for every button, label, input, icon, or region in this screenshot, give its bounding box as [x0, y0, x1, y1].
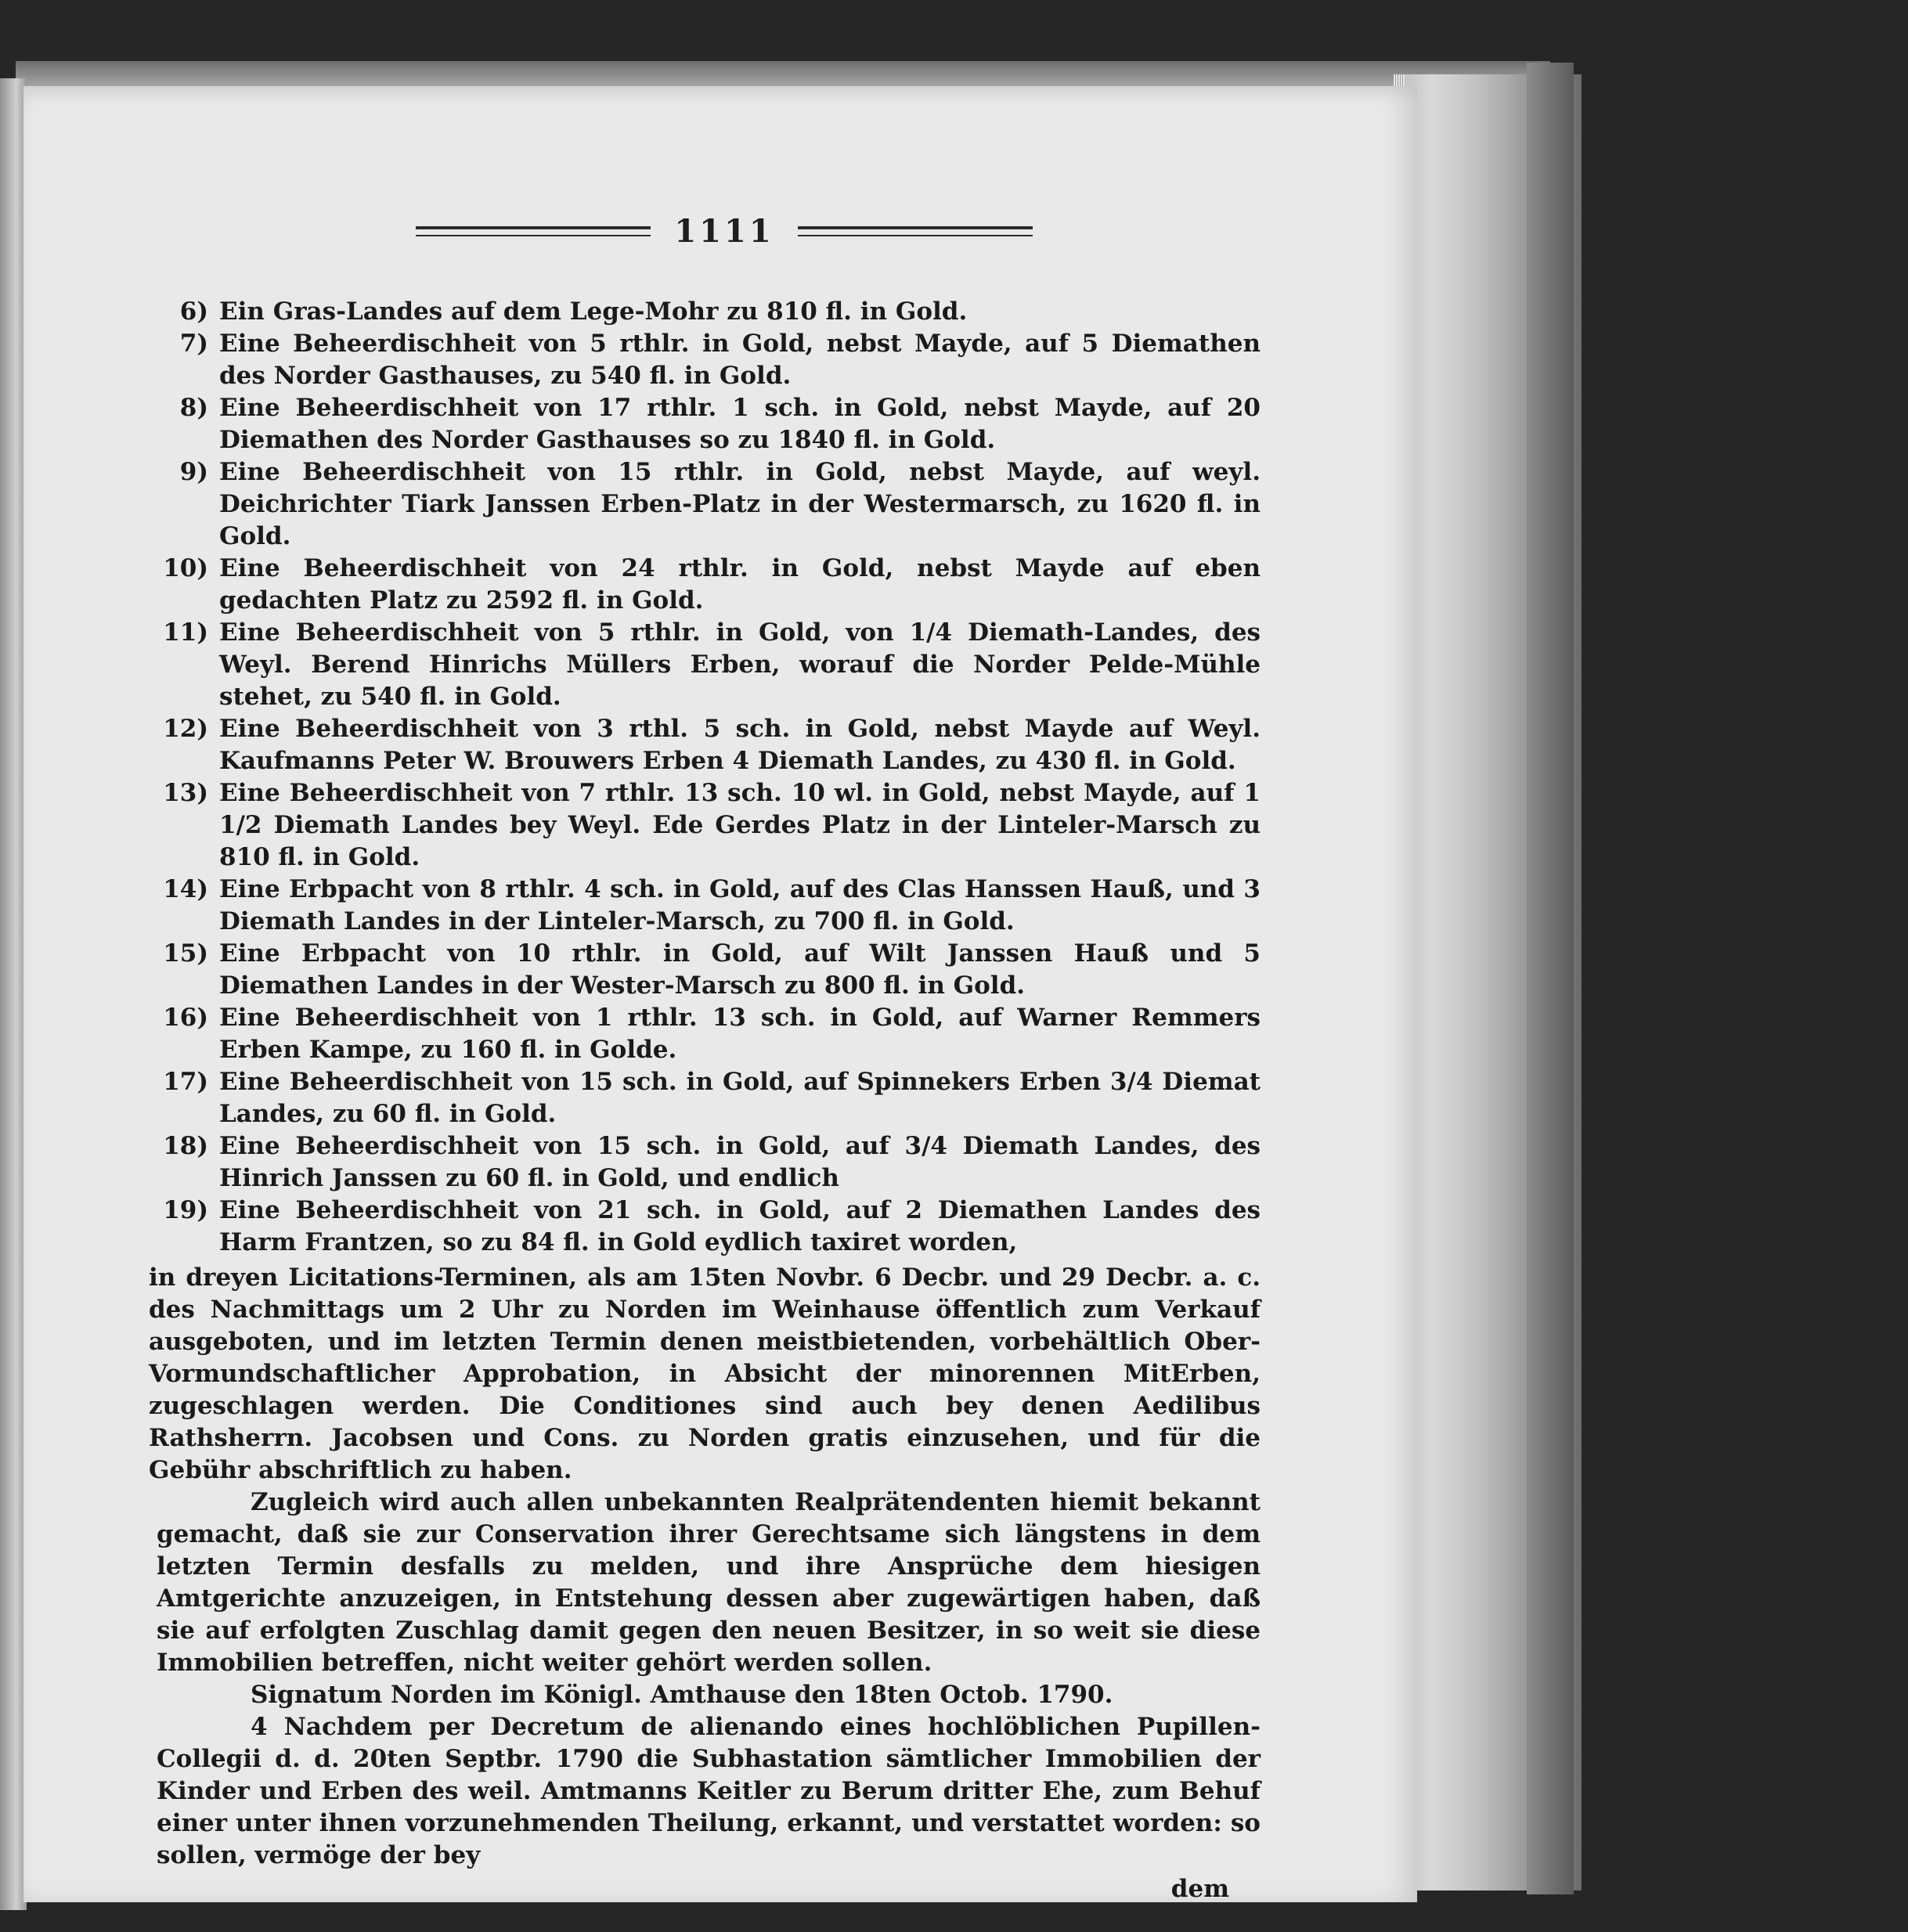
list-item: [157, 328, 1261, 392]
item-text: Eine Beheerdischheit von 15 sch. in Gold, auf Spinnekers Erben 3/4 Diemat Landes, zu 60 fl. in Gold.: [219, 1068, 1261, 1128]
list-item: [157, 874, 1261, 938]
item-text: Eine Beheerdischheit von 5 rthlr. in Gold, nebst Mayde, auf 5 Diemathen des Norder Gasthauses, zu 540 fl. in Gold.: [219, 330, 1261, 390]
item-text: Eine Beheerdischheit von 15 rthlr. in Gold, nebst Mayde, auf weyl. Deichrichter Tiark Janssen Erben-Platz in der Westermarsch, zu 1620 fl. in Gold.: [219, 458, 1261, 550]
item-number: 13): [163, 779, 208, 807]
list-item: [157, 617, 1261, 713]
list-item: [157, 296, 1261, 328]
list-item: [157, 1002, 1261, 1066]
item-text: Eine Erbpacht von 10 rthlr. in Gold, auf Wilt Janssen Hauß und 5 Diemathen Landes in der Wester-Marsch zu 800 fl. in Gold.: [219, 939, 1261, 1000]
item-number: 6): [179, 297, 208, 326]
left-page-edge: [0, 78, 27, 1910]
item-text: Eine Beheerdischheit von 3 rthl. 5 sch. in Gold, nebst Mayde auf Weyl. Kaufmanns Peter W. Brouwers Erben 4 Diemath Landes, zu 430 fl. in Gold.: [219, 715, 1261, 775]
item-number: 11): [163, 618, 208, 647]
book-cover-right-edge: [1527, 63, 1574, 1894]
item-text: Eine Beheerdischheit von 24 rthlr. in Gold, nebst Mayde auf eben gedachten Platz zu 2592 fl. in Gold.: [219, 554, 1261, 615]
page-number: 1111: [674, 212, 774, 250]
item-list: [157, 296, 1261, 1259]
list-item: [157, 392, 1261, 456]
item-number: 12): [163, 715, 208, 743]
list-item: [157, 1066, 1261, 1130]
item-number: 14): [163, 875, 208, 903]
item-text: Eine Beheerdischheit von 17 rthlr. 1 sch. in Gold, nebst Mayde, auf 20 Diemathen des Norder Gasthauses so zu 1840 fl. in Gold.: [219, 394, 1261, 454]
item-text: Eine Beheerdischheit von 1 rthlr. 13 sch. in Gold, auf Warner Remmers Erben Kampe, zu 160 fl. in Golde.: [219, 1004, 1261, 1064]
page-body: [149, 296, 1261, 1905]
item-text: Eine Beheerdischheit von 7 rthlr. 13 sch. 10 wl. in Gold, nebst Mayde, auf 1 1/2 Diemath Landes bey Weyl. Ede Gerdes Platz in der Linteler-Marsch zu 810 fl. in Gold.: [219, 779, 1261, 871]
item-number: 7): [179, 330, 208, 358]
paragraph-4: 4 Nachdem per Decretum de alienando eines hochlöblichen Pupillen-Collegii d. d. 20ten Septbr. 1790 die Subhastation sämtlicher Immobilien der Kinder und Erben des weil. Amtmanns Keitler zu Berum dritter Ehe, zum Behuf einer unter ihnen vorzunehmenden Theilung, erkannt, und verstattet worden: so sollen, vermöge der bey: [157, 1713, 1261, 1869]
item-number: 18): [163, 1132, 208, 1160]
item-number: 9): [179, 458, 208, 486]
page-header: [411, 212, 1037, 250]
paragraph-notice: Zugleich wird auch allen unbekannten Realprätendenten hiemit bekannt gemacht, daß sie zur Conservation ihrer Gerechtsame sich längstens in dem letzten Termin desfalls zu melden, und ihre Ansprüche dem hiesigen Amtgerichte anzuzeigen, in Entstehung dessen aber zugewärtigen haben, daß sie auf erfolgten Zuschlag damit gegen den neuen Besitzer, in so weit sie diese Immobilien betreffen, nicht weiter gehört werden sollen.: [157, 1488, 1261, 1677]
list-item: [157, 1130, 1261, 1195]
list-item: [157, 456, 1261, 553]
list-item: [157, 938, 1261, 1002]
item-number: 16): [163, 1004, 208, 1032]
item-text: Eine Beheerdischheit von 15 sch. in Gold, auf 3/4 Diemath Landes, des Hinrich Janssen zu 60 fl. in Gold, und endlich: [219, 1132, 1261, 1192]
book-page: [23, 86, 1417, 1902]
paragraph-auction: in dreyen Licitations-Terminen, als am 15ten Novbr. 6 Decbr. und 29 Decbr. a. c. des Nachmittags um 2 Uhr zu Norden im Weinhause öffentlich zum Verkauf ausgeboten, und im letzten Termin denen meistbietenden, vorbehältlich Ober-Vormundschaftlicher Approbation, in Absicht der minorennen MitErben, zugeschlagen werden. Die Conditiones sind auch bey denen Aedilibus Rathsherrn. Jacobsen und Cons. zu Norden gratis einzusehen, und für die Gebühr abschriftlich zu haben.: [149, 1263, 1261, 1484]
item-number: 15): [163, 939, 208, 968]
item-text: Eine Erbpacht von 8 rthlr. 4 sch. in Gold, auf des Clas Hanssen Hauß, und 3 Diemath Landes in der Linteler-Marsch, zu 700 fl. in Gold.: [219, 875, 1261, 935]
item-number: 10): [163, 554, 208, 582]
signature-line: Signatum Norden im Königl. Amthause den 18ten Octob. 1790.: [251, 1681, 1113, 1709]
list-item: [157, 777, 1261, 874]
list-item: [157, 713, 1261, 777]
item-text: Eine Beheerdischheit von 21 sch. in Gold, auf 2 Diemathen Landes des Harm Frantzen, so zu 84 fl. in Gold eydlich taxiret worden,: [219, 1196, 1261, 1256]
header-rule-right: [798, 226, 1033, 236]
header-rule-left: [416, 226, 651, 236]
book-cover-top-edge: [16, 61, 1550, 88]
list-item: [157, 1195, 1261, 1259]
item-number: 17): [163, 1068, 208, 1096]
item-text: Ein Gras-Landes auf dem Lege-Mohr zu 810 fl. in Gold.: [219, 297, 968, 326]
item-number: 19): [163, 1196, 208, 1224]
item-number: 8): [179, 394, 208, 422]
item-text: Eine Beheerdischheit von 5 rthlr. in Gold, von 1/4 Diemath-Landes, des Weyl. Berend Hinrichs Müllers Erben, worauf die Norder Pelde-Mühle stehet, zu 540 fl. in Gold.: [219, 618, 1261, 711]
catchword: dem: [1170, 1875, 1229, 1903]
list-item: [157, 553, 1261, 617]
